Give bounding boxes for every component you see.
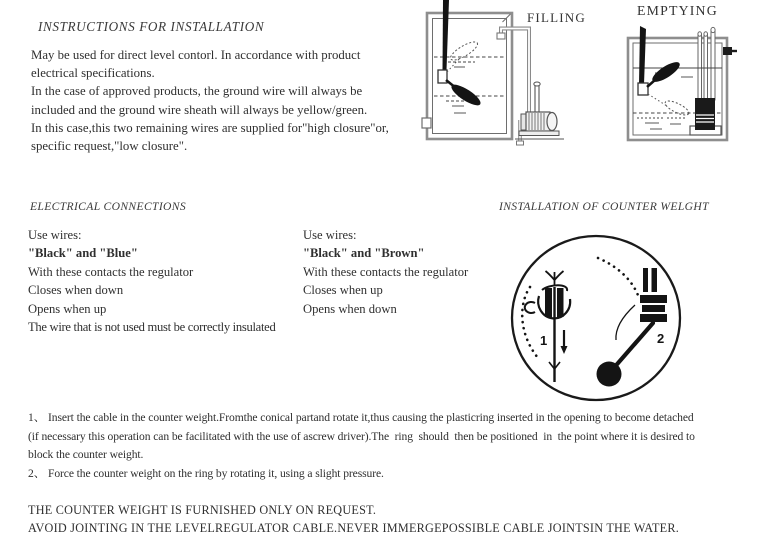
text-line: electrical specifications.: [31, 66, 155, 81]
text-line: Opens when down: [303, 301, 397, 316]
step-line: (if necessary this operation can be facilitated with the use of ascrew driver).The ring should then be positioned in the point where it is desired to: [28, 429, 695, 443]
filling-diagram: [418, 0, 568, 150]
footer-line: THE COUNTER WEIGHT IS FURNISHED ONLY ON REQUEST.: [28, 503, 377, 517]
text-line: The wire that is not used must be correctly insulated: [28, 320, 276, 335]
text-line: Closes when down: [28, 283, 124, 298]
footer-line: AVOID JOINTING IN THE LEVELREGULATOR CABLE.NEVER IMMERGEPOSSIBLE CABLE JOINTSIN THE WATER.: [28, 521, 680, 535]
text-line: In the case of approved products, the ground wire will always be: [31, 84, 363, 99]
text-line: Use wires:: [28, 228, 82, 242]
step-line: 2、 Force the counter weight on the ring by rotating it, using a slight pressure.: [28, 466, 384, 480]
counter-weight-diagram: [505, 228, 690, 410]
text-line: Opens when up: [28, 301, 107, 316]
text-line: With these contacts the regulator: [303, 264, 469, 279]
text-line: specific request,"low closure".: [31, 139, 188, 154]
counter-weight-steps: [28, 409, 695, 483]
wire-names: "Black" and "Brown": [303, 246, 425, 261]
emptying-label: EMPTYING: [637, 3, 718, 18]
intro-paragraph: [31, 46, 431, 155]
filling-label: FILLING: [527, 10, 586, 25]
wire-names: "Black" and "Blue": [28, 246, 138, 261]
text-line: Closes when up: [303, 283, 383, 298]
pump-icon: [515, 82, 564, 139]
wiring-column-right: [303, 226, 468, 318]
text-line: With these contacts the regulator: [28, 264, 194, 279]
counter-weight-heading: INSTALLATION OF COUNTER WELGHT: [499, 200, 709, 213]
page-title: INSTRUCTIONS FOR INSTALLATION: [38, 19, 265, 34]
text-line: May be used for direct level contorl. In accordance with product: [31, 48, 361, 62]
text-line: included and the ground wire sheath will always be yellow/green.: [31, 102, 368, 117]
text-line: In this case,this two remaining wires are supplied for"high closure"or,: [31, 120, 389, 135]
footer-notes: [28, 501, 679, 537]
step-line: block the counter weight.: [28, 448, 144, 462]
step1-label: 1: [540, 333, 548, 348]
tank-icon: [422, 13, 512, 139]
text-line: Use wires:: [303, 228, 357, 242]
emptying-diagram: [615, 20, 755, 150]
step2-label: 2: [657, 331, 665, 346]
step-line: 1、 Insert the cable in the counter weight.Fromthe conical partand rotate it,thus causing the plasticring inserted in the opening to become detached: [28, 411, 694, 424]
wiring-column-left: [28, 226, 275, 336]
electrical-connections-heading: ELECTRICAL CONNECTIONS: [30, 200, 186, 213]
